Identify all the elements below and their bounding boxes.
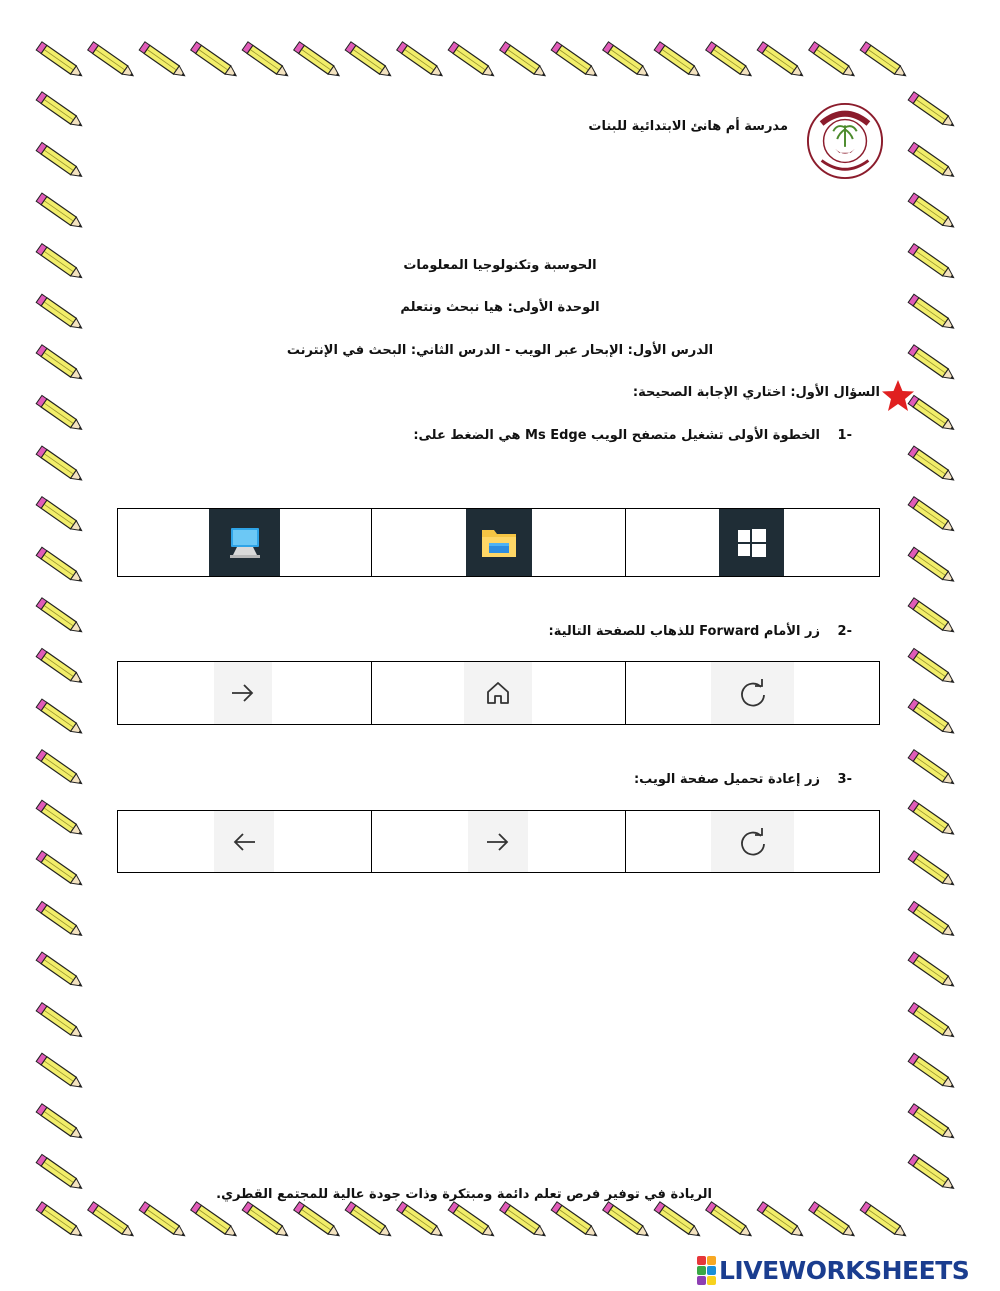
pencil-decoration	[757, 1202, 805, 1240]
subject-title: الحوسبة وتكنولوجيا المعلومات	[403, 258, 597, 273]
refresh-icon	[736, 825, 770, 859]
back-arrow-icon	[229, 830, 259, 854]
item2-text: زر الأمام Forward للذهاب للصفحة التالية:	[548, 624, 820, 639]
pencil-decoration	[757, 42, 805, 80]
item1-option-windows-start[interactable]	[625, 509, 879, 576]
pencil-decoration	[908, 851, 956, 889]
windows-start-icon	[735, 526, 769, 560]
pencil-decoration	[36, 92, 84, 130]
pencil-decoration	[36, 699, 84, 737]
school-name: مدرسة أم هانئ الابتدائية للبنات	[588, 119, 788, 134]
pencil-decoration	[36, 446, 84, 484]
pencil-decoration	[809, 1202, 857, 1240]
pencil-decoration	[860, 42, 908, 80]
pencil-decoration	[908, 1053, 956, 1091]
pencil-decoration	[908, 92, 956, 130]
item3-options	[117, 810, 880, 873]
lessons-title: الدرس الأول: الإبحار عبر الويب - الدرس الثاني: البحث في الإنترنت	[286, 343, 714, 358]
item1-option-file-explorer[interactable]	[371, 509, 625, 576]
pencil-decoration	[809, 42, 857, 80]
pencil-decoration	[908, 142, 956, 180]
pencil-decoration	[908, 598, 956, 636]
item1-text: الخطوة الأولى تشغيل متصفح الويب Ms Edge هي الضغط على:	[413, 428, 820, 443]
pencil-decoration	[139, 42, 187, 80]
pencil-decoration	[36, 1003, 84, 1041]
pencil-decoration	[603, 42, 651, 80]
this-pc-icon	[225, 523, 265, 563]
pencil-decoration	[500, 1202, 548, 1240]
pencil-decoration	[908, 1104, 956, 1142]
liveworksheets-text: LIVEWORKSHEETS	[719, 1255, 970, 1285]
item3-number: -3	[837, 772, 852, 787]
pencil-decoration	[191, 1202, 239, 1240]
pencil-decoration	[36, 1202, 84, 1240]
pencil-decoration	[654, 1202, 702, 1240]
forward-arrow-icon	[228, 681, 258, 705]
pencil-decoration	[908, 1154, 956, 1192]
pencil-decoration	[860, 1202, 908, 1240]
qatar-ministry-logo	[806, 102, 884, 180]
pencil-decoration	[908, 193, 956, 231]
pencil-decoration	[603, 1202, 651, 1240]
pencil-decoration	[36, 851, 84, 889]
pencil-decoration	[242, 1202, 290, 1240]
pencil-decoration	[908, 699, 956, 737]
pencil-decoration	[908, 1003, 956, 1041]
pencil-decoration	[654, 42, 702, 80]
pencil-decoration	[294, 1202, 342, 1240]
pencil-decoration	[36, 395, 84, 433]
pencil-decoration	[345, 1202, 393, 1240]
pencil-decoration	[36, 497, 84, 535]
item3-option-back[interactable]	[118, 811, 371, 872]
pencil-decoration	[36, 1104, 84, 1142]
pencil-decoration	[908, 547, 956, 585]
item3-option-refresh[interactable]	[625, 811, 879, 872]
pencil-decoration	[36, 142, 84, 180]
pencil-decoration	[36, 800, 84, 838]
pencil-decoration	[908, 446, 956, 484]
pencil-decoration	[908, 648, 956, 686]
pencil-decoration	[139, 1202, 187, 1240]
pencil-decoration	[908, 497, 956, 535]
pencil-decoration	[500, 42, 548, 80]
pencil-decoration	[908, 901, 956, 939]
pencil-decoration	[706, 1202, 754, 1240]
pencil-decoration	[36, 1053, 84, 1091]
pencil-decoration	[551, 42, 599, 80]
question1-heading: السؤال الأول: اختاري الإجابة الصحيحة:	[632, 385, 880, 400]
item2-options	[117, 661, 880, 725]
item1-options	[117, 508, 880, 577]
pencil-decoration	[36, 193, 84, 231]
home-icon	[483, 678, 513, 708]
pencil-decoration	[294, 42, 342, 80]
pencil-decoration	[88, 1202, 136, 1240]
pencil-decoration	[36, 648, 84, 686]
pencil-decoration	[397, 42, 445, 80]
pencil-decoration	[551, 1202, 599, 1240]
forward-arrow-icon	[483, 830, 513, 854]
item2-option-forward[interactable]	[118, 662, 371, 724]
pencil-decoration	[908, 952, 956, 990]
vision-statement: الريادة في توفير فرص تعلم دائمة ومبتكرة وذات جودة عالية للمجتمع القطري.	[216, 1187, 712, 1202]
pencil-decoration	[706, 42, 754, 80]
pencil-decoration	[36, 547, 84, 585]
pencil-decoration	[36, 901, 84, 939]
pencil-decoration	[345, 42, 393, 80]
pencil-decoration	[88, 42, 136, 80]
pencil-decoration	[448, 1202, 496, 1240]
refresh-icon	[736, 676, 770, 710]
liveworksheets-logo-icon	[697, 1256, 716, 1285]
pencil-decoration	[36, 42, 84, 80]
item2-number: -2	[837, 624, 852, 639]
item1-number: -1	[837, 428, 852, 443]
pencil-decoration	[242, 42, 290, 80]
pencil-decoration	[36, 1154, 84, 1192]
liveworksheets-watermark	[697, 1256, 969, 1284]
item2-option-home[interactable]	[371, 662, 625, 724]
pencil-decoration	[397, 1202, 445, 1240]
pencil-decoration	[191, 42, 239, 80]
item2-option-refresh[interactable]	[625, 662, 879, 724]
item1-option-this-pc[interactable]	[118, 509, 371, 576]
unit-title: الوحدة الأولى: هيا نبحث ونتعلم	[400, 300, 600, 315]
file-explorer-icon	[479, 525, 519, 561]
pencil-decoration	[36, 598, 84, 636]
pencil-decoration	[908, 800, 956, 838]
item3-text: زر إعادة تحميل صفحة الويب:	[633, 772, 820, 787]
pencil-decoration	[908, 750, 956, 788]
pencil-decoration	[448, 42, 496, 80]
star-icon	[880, 378, 916, 414]
pencil-decoration	[36, 952, 84, 990]
item3-option-forward[interactable]	[371, 811, 625, 872]
pencil-decoration	[36, 750, 84, 788]
